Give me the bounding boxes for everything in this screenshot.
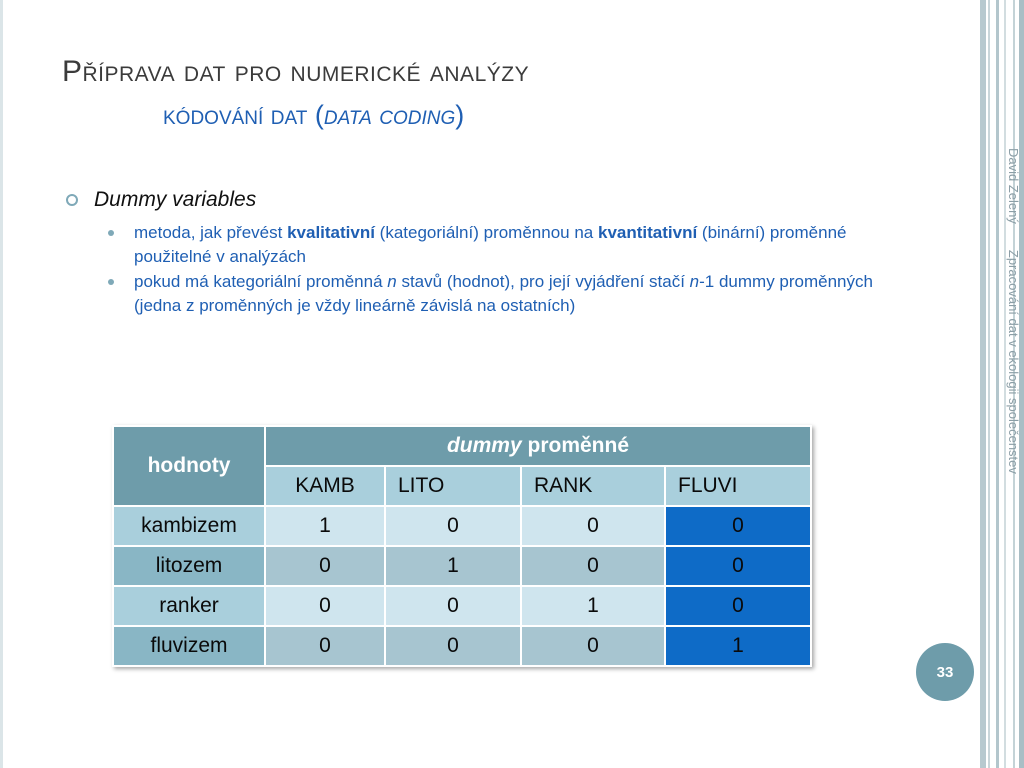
dot-bullet-icon <box>108 230 114 236</box>
subtitle-suffix: ) <box>455 100 465 130</box>
table-cell: 0 <box>521 546 665 586</box>
table-cell: 0 <box>265 546 385 586</box>
text-span: stavů (hodnot), pro její vyjádření stačí <box>396 272 690 291</box>
table-row <box>113 546 811 586</box>
sub-bullet-method <box>108 221 908 269</box>
italic-symbol: n <box>387 272 397 291</box>
course-name: Zpracování dat v ekologii společenstev <box>1006 249 1021 474</box>
column-header: RANK <box>521 466 665 506</box>
text-span: (binární) proměnné použitelné v analýzách <box>134 223 847 266</box>
table-cell: 0 <box>521 506 665 546</box>
table-cell: 0 <box>385 626 521 666</box>
bold-term: kvalitativní <box>287 223 375 242</box>
table-cell: 0 <box>521 626 665 666</box>
column-header: LITO <box>385 466 521 506</box>
slide-subtitle <box>163 100 464 131</box>
text-span: metoda, jak převést <box>134 223 288 242</box>
dot-bullet-icon <box>108 279 114 285</box>
group-header-rest: proměnné <box>521 434 630 457</box>
sub-bullet-text <box>134 221 908 269</box>
table-row <box>113 586 811 626</box>
table-cell: 1 <box>265 506 385 546</box>
table-cell: 0 <box>665 546 811 586</box>
bullet-text: Dummy variables <box>94 188 257 211</box>
text-span: pokud má kategoriální proměnná <box>134 272 388 291</box>
italic-symbol: n <box>689 272 700 291</box>
table-row <box>113 626 811 666</box>
column-header: KAMB <box>265 466 385 506</box>
bold-term: kvantitativní <box>597 223 698 242</box>
row-header-label: hodnoty <box>113 426 265 506</box>
subtitle-prefix: kódování dat ( <box>163 100 324 130</box>
page-number-badge: 33 <box>916 643 974 701</box>
sub-bullet-text <box>134 270 908 318</box>
right-rail-decoration <box>988 0 990 768</box>
text-span: -1 dummy proměnných (jedna z proměnných je vždy lineárně závislá na ostatních) <box>134 272 873 315</box>
row-label: kambizem <box>113 506 265 546</box>
table-cell: 0 <box>385 506 521 546</box>
table-cell: 0 <box>265 626 385 666</box>
table-row <box>113 506 811 546</box>
table-cell: 1 <box>665 626 811 666</box>
dummy-variables-table <box>112 425 812 667</box>
author-name: David Zelený <box>1006 148 1021 224</box>
table-cell: 1 <box>385 546 521 586</box>
column-header: FLUVI <box>665 466 811 506</box>
table-cell: 0 <box>385 586 521 626</box>
table-cell: 0 <box>665 506 811 546</box>
row-label: fluvizem <box>113 626 265 666</box>
table-cell: 0 <box>265 586 385 626</box>
row-label: litozem <box>113 546 265 586</box>
slide-title: Příprava dat pro numerické analýzy <box>62 55 530 88</box>
right-rail-decoration <box>980 0 986 768</box>
sub-bullet-n-states <box>108 270 908 318</box>
bullet-dummy-variables <box>66 188 256 212</box>
table-cell: 1 <box>521 586 665 626</box>
text-span: (kategoriální) proměnnou na <box>374 223 598 242</box>
left-edge-decoration <box>0 0 3 768</box>
table-cell: 0 <box>665 586 811 626</box>
group-header-italic: dummy <box>446 434 522 457</box>
ring-bullet-icon <box>66 194 78 206</box>
group-header <box>265 426 811 466</box>
subtitle-italic: data coding <box>323 100 456 130</box>
row-label: ranker <box>113 586 265 626</box>
table-header-row <box>113 426 811 466</box>
right-rail-decoration <box>996 0 999 768</box>
side-footer-text <box>1006 148 1021 474</box>
